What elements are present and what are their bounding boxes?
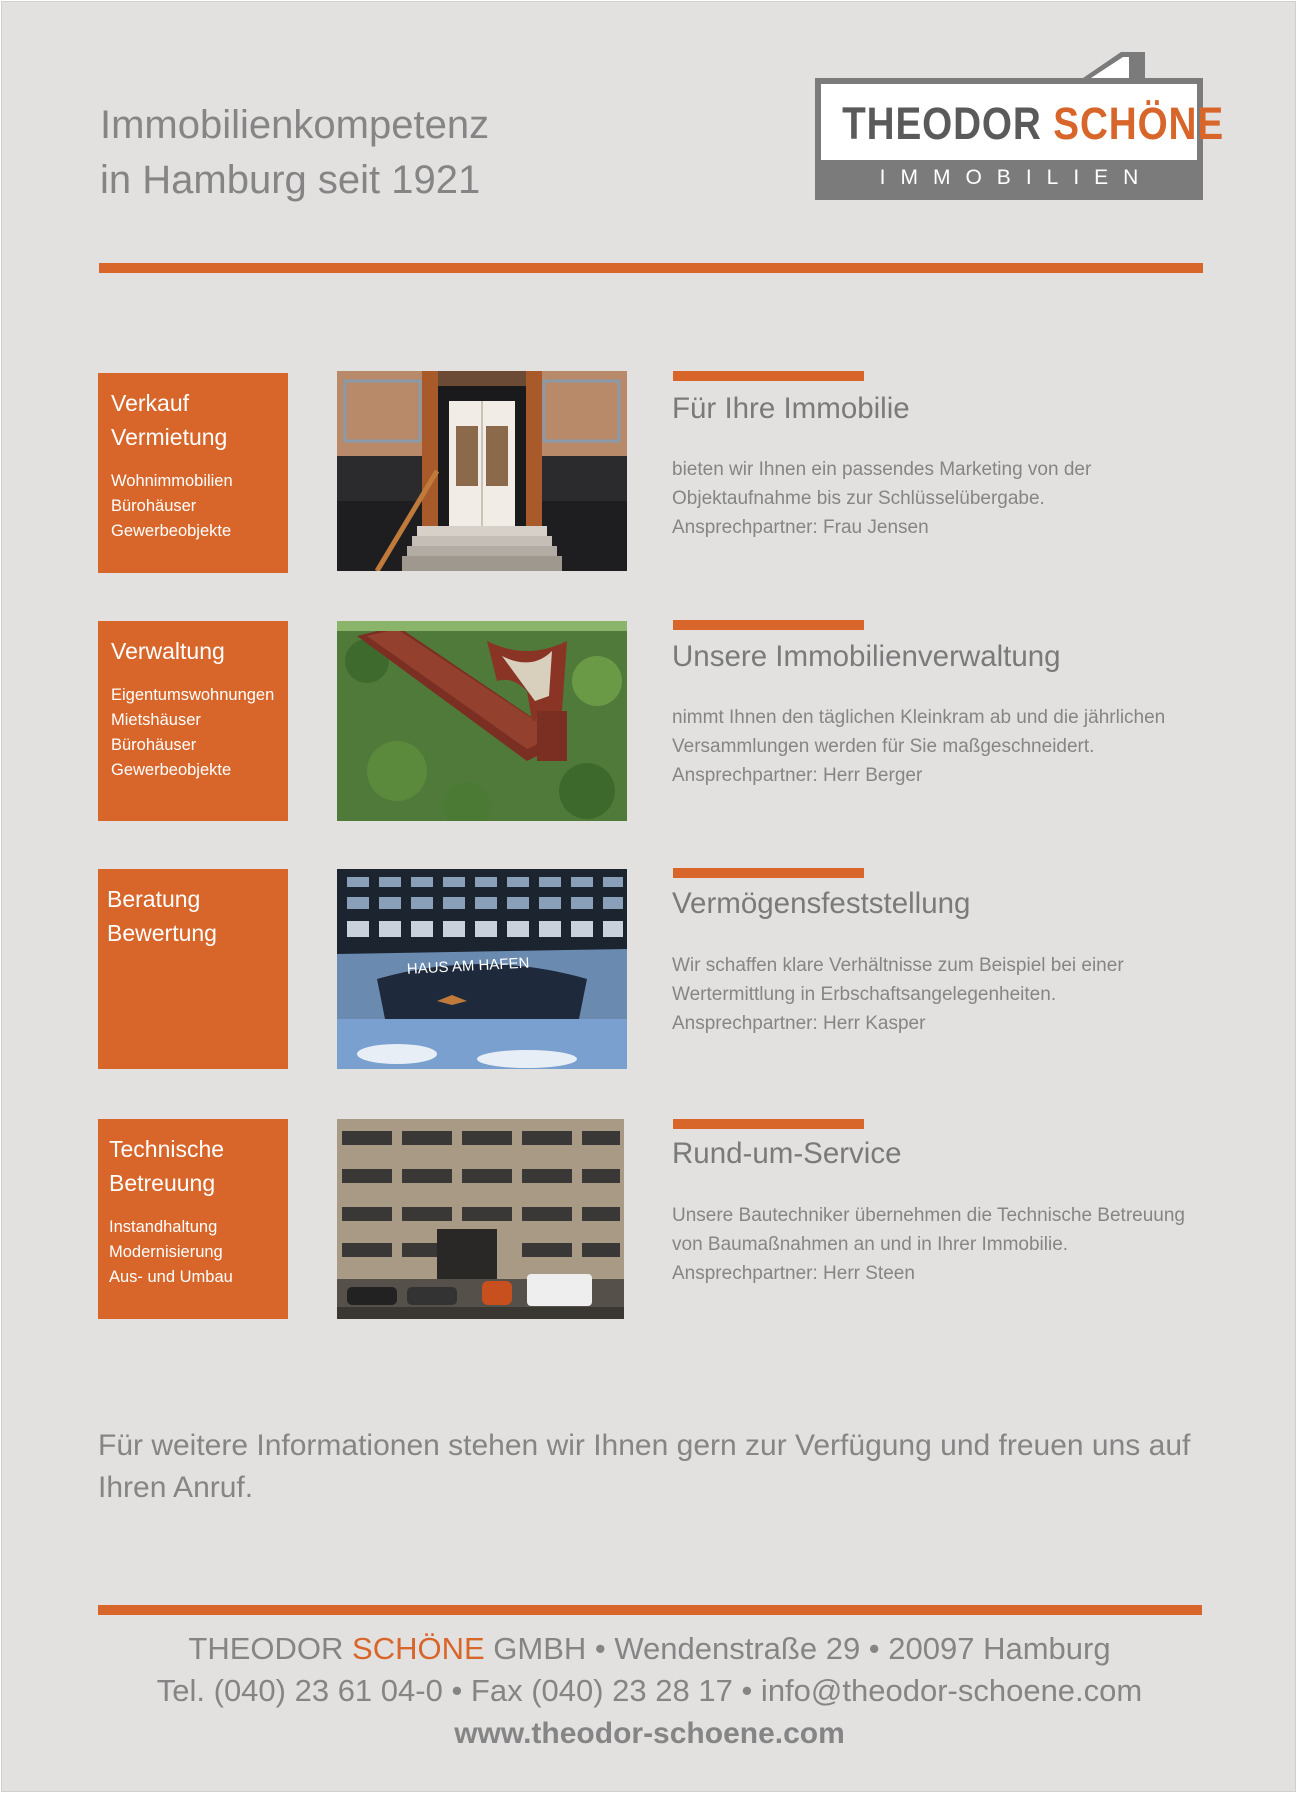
service-description — [672, 1201, 1185, 1288]
service-tile-technical — [98, 1119, 288, 1319]
tile-title: Verwaltung — [111, 638, 225, 664]
tile-item: Gewerbeobjekte — [111, 761, 232, 779]
logo-name-part2: SCHÖNE — [1053, 98, 1225, 149]
logo-name-part1: THEODOR — [842, 98, 1054, 149]
photo-sign-text: HAUS AM HAFEN — [406, 954, 530, 978]
tile-item: Instandhaltung — [109, 1218, 218, 1236]
description-line: von Baumaßnahmen an und in Ihrer Immobilie. — [672, 1234, 1069, 1255]
description-line: Objektaufnahme bis zur Schlüsselübergabe. — [672, 488, 1045, 509]
tile-item: Mietshäuser — [111, 711, 201, 729]
description-line: Unsere Bautechniker übernehmen die Technische Betreuung — [672, 1205, 1185, 1226]
service-heading: Für Ihre Immobilie — [672, 392, 910, 425]
photo-haus-am-hafen — [337, 869, 627, 1069]
service-tile-consulting — [98, 869, 288, 1069]
tile-item: Gewerbeobjekte — [111, 522, 232, 540]
footer-company-part3: GMBH • Wendenstraße 29 • 20097 Hamburg — [484, 1631, 1111, 1666]
photo-office-building — [337, 1119, 624, 1319]
service-heading: Unsere Immobilienverwaltung — [672, 640, 1061, 673]
service-heading: Rund-um-Service — [672, 1137, 902, 1170]
description-line: Versammlungen werden für Sie maßgeschneidert. — [672, 736, 1095, 757]
bottom-divider — [98, 1605, 1202, 1615]
service-description — [672, 455, 1091, 542]
description-line: Wertermittlung in Erbschaftsangelegenheiten. — [672, 984, 1057, 1005]
footer-company-part1: THEODOR — [188, 1631, 353, 1666]
contact-person: Ansprechpartner: Frau Jensen — [672, 517, 929, 538]
footer-contact: Tel. (040) 23 61 04-0 • Fax (040) 23 28 17 • info@theodor-schoene.com — [156, 1673, 1143, 1708]
tile-item: Modernisierung — [109, 1243, 223, 1261]
service-description — [672, 951, 1124, 1038]
tile-item: Bürohäuser — [111, 736, 197, 754]
section-accent-bar — [673, 868, 864, 878]
flyer-page — [1, 1, 1296, 1792]
section-accent-bar — [673, 371, 864, 381]
section-accent-bar — [673, 620, 864, 630]
contact-person: Ansprechpartner: Herr Kasper — [672, 1013, 926, 1034]
tile-title: Verkauf Vermietung — [111, 390, 228, 450]
tile-items — [109, 1215, 288, 1290]
description-line: nimmt Ihnen den täglichen Kleinkram ab und die jährlichen — [672, 707, 1166, 728]
tagline — [100, 98, 489, 208]
contact-person: Ansprechpartner: Herr Berger — [672, 765, 923, 786]
contact-person: Ansprechpartner: Herr Steen — [672, 1263, 915, 1284]
footer-company-address — [2, 1631, 1296, 1667]
company-logo — [815, 48, 1225, 200]
logo-wordmark — [842, 98, 1225, 150]
tile-item: Eigentumswohnungen — [111, 686, 275, 704]
tile-items — [111, 469, 288, 544]
footer-company-part2: SCHÖNE — [352, 1631, 485, 1666]
tile-title: Beratung Bewertung — [107, 886, 217, 946]
tile-title: Technische Betreuung — [109, 1136, 225, 1196]
tile-item: Aus- und Umbau — [109, 1268, 233, 1286]
top-divider — [99, 263, 1203, 273]
tile-item: Wohnimmobilien — [111, 472, 233, 490]
footer-website: www.theodor-schoene.com — [454, 1717, 845, 1750]
description-line: bieten wir Ihnen ein passendes Marketing von der — [672, 459, 1092, 480]
service-tile-sales — [98, 373, 288, 573]
section-accent-bar — [673, 1119, 864, 1129]
tagline-line-2: in Hamburg seit 1921 — [100, 158, 481, 202]
logo-subtitle: IMMOBILIEN — [879, 166, 1154, 189]
tagline-line-1: Immobilienkompetenz — [100, 103, 490, 147]
service-description — [672, 703, 1165, 790]
service-heading: Vermögensfeststellung — [672, 887, 971, 920]
photo-entrance-hall — [337, 371, 627, 571]
photo-aerial-building — [337, 621, 627, 821]
tile-items — [111, 683, 288, 783]
closing-text: Für weitere Informationen stehen wir Ihnen gern zur Verfügung und freuen uns auf Ihren Anruf. — [98, 1429, 1191, 1504]
description-line: Wir schaffen klare Verhältnisse zum Beispiel bei einer — [672, 955, 1124, 976]
service-tile-management — [98, 621, 288, 821]
tile-item: Bürohäuser — [111, 497, 197, 515]
